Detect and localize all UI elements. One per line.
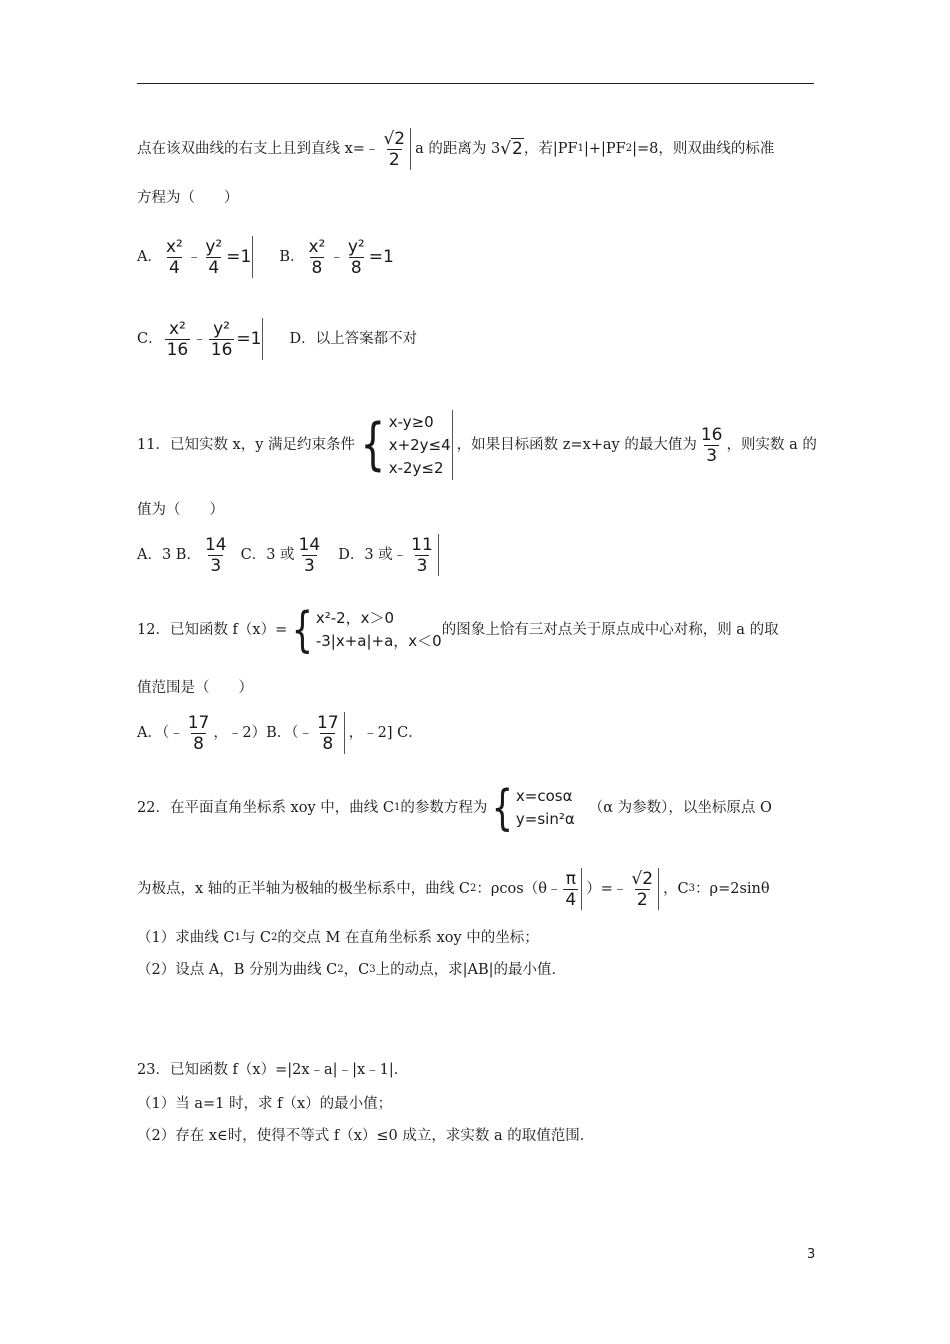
subscript: 2 bbox=[625, 143, 633, 154]
frac-den: 3 bbox=[303, 555, 315, 576]
frac-num: x² bbox=[168, 318, 186, 339]
q11-suffix: ，则实数 a 的 bbox=[726, 437, 817, 453]
subscript: 3 bbox=[369, 964, 376, 975]
constraint-row: x+2y≤4 bbox=[388, 435, 451, 454]
subscript: 1 bbox=[234, 932, 241, 943]
q11-option-a: A．3 B． bbox=[137, 547, 201, 563]
brace: { bbox=[291, 602, 314, 658]
q10-option-a bbox=[137, 236, 257, 278]
q22-parametric-system bbox=[487, 780, 574, 836]
frac bbox=[165, 319, 191, 360]
q22-part1 bbox=[137, 928, 539, 948]
q11-fraction bbox=[699, 425, 725, 466]
page-number: 3 bbox=[807, 1247, 816, 1262]
frac-den: 8 bbox=[322, 733, 334, 754]
frac bbox=[346, 237, 367, 278]
brace: { bbox=[491, 780, 514, 836]
q10-text-d: |+|PF bbox=[583, 141, 626, 157]
q10-text-e: |=8，则双曲线的标准 bbox=[632, 141, 775, 157]
frac-num: 17 bbox=[317, 712, 339, 733]
q12-piecewise bbox=[287, 602, 441, 658]
text: （2）设点 A，B 分别为曲线 C bbox=[137, 962, 338, 978]
system-rows bbox=[389, 411, 451, 480]
q11-line2: 值为（ ） bbox=[137, 502, 224, 518]
frac-den: 3 bbox=[706, 445, 718, 466]
q12-option-b-prefix: ，﹣2）B．（﹣ bbox=[213, 725, 314, 741]
q11-option-c: C．3 或 bbox=[240, 547, 295, 563]
text: （1）求曲线 C bbox=[137, 930, 235, 946]
q12-option-a: A．（﹣ bbox=[137, 725, 184, 741]
frac-den: 4 bbox=[169, 257, 180, 278]
option-label: B． bbox=[279, 249, 305, 265]
subscript: 3 bbox=[688, 883, 696, 894]
q10-text-b: a 的距离为 3 bbox=[415, 141, 501, 157]
subscript: 1 bbox=[577, 143, 584, 154]
formula-bar bbox=[262, 318, 263, 360]
q11-line1 bbox=[137, 410, 817, 480]
frac bbox=[203, 535, 229, 576]
frac-num: x² bbox=[165, 236, 183, 257]
equals-one: =1 bbox=[236, 329, 262, 349]
q10-option-c bbox=[137, 318, 267, 360]
option-label: C． bbox=[137, 331, 163, 347]
frac-den: 16 bbox=[166, 339, 189, 360]
frac bbox=[306, 237, 327, 278]
q22-line2-b: ：ρcos（θ﹣ bbox=[476, 881, 562, 897]
q22-line2 bbox=[137, 868, 770, 910]
formula-bar bbox=[252, 236, 253, 278]
frac-num: y² bbox=[213, 318, 231, 339]
q10-fraction-sqrt2-over-2 bbox=[381, 129, 407, 170]
frac-num: √2 bbox=[631, 868, 654, 889]
system-rows bbox=[316, 607, 442, 653]
q23-part2: （2）存在 x∈时，使得不等式 f（x）≤0 成立，求实数 a 的取值范围． bbox=[137, 1128, 595, 1144]
q12-line1 bbox=[137, 602, 779, 658]
formula-bar bbox=[344, 712, 345, 754]
frac-num: 11 bbox=[411, 534, 433, 555]
frac bbox=[203, 237, 224, 278]
minus: ﹣ bbox=[329, 249, 344, 265]
formula-bar bbox=[452, 410, 453, 480]
q11-option-d: D．3 或﹣ bbox=[338, 547, 408, 563]
formula-bar bbox=[410, 128, 411, 170]
frac-den: 8 bbox=[350, 257, 362, 278]
formula-bar bbox=[581, 868, 582, 910]
q10-option-b bbox=[279, 237, 394, 278]
frac-den: 3 bbox=[210, 555, 222, 576]
q10-options-ab bbox=[137, 236, 394, 278]
param-row: y=sin²α bbox=[515, 810, 575, 828]
frac-num: 17 bbox=[187, 712, 210, 733]
q10-text-a: 点在该双曲线的右支上且到直线 x=﹣ bbox=[137, 141, 380, 157]
frac bbox=[209, 319, 235, 360]
q22-line2-a: 为极点，x 轴的正半轴为极轴的极坐标系中，曲线 C bbox=[137, 881, 470, 897]
frac bbox=[297, 535, 323, 576]
q22-part2 bbox=[137, 960, 566, 980]
q12-suffix: 的图象上恰有三对点关于原点成中心对称，则 a 的取 bbox=[441, 622, 779, 638]
equals-one: =1 bbox=[226, 247, 252, 267]
frac-den: 8 bbox=[193, 733, 204, 754]
q10-sqrt: √2 bbox=[500, 139, 523, 159]
q12-line2: 值范围是（ ） bbox=[137, 680, 253, 696]
frac-den: 16 bbox=[210, 339, 233, 360]
minus: ﹣ bbox=[192, 331, 207, 347]
frac-den: 8 bbox=[311, 257, 323, 278]
piece-row: x²-2，x＞0 bbox=[315, 609, 395, 627]
text: 上的动点，求|AB|的最小值． bbox=[375, 962, 567, 978]
q11-prefix: 11．已知实数 x，y 满足约束条件 bbox=[137, 437, 356, 453]
q22-suffix: （α 为参数），以坐标原点 O bbox=[588, 800, 772, 816]
q23-part1: （1）当 a=1 时，求 f（x）的最小值； bbox=[137, 1096, 393, 1112]
text: 与 C bbox=[240, 930, 272, 946]
frac-num: √2 bbox=[383, 128, 406, 149]
frac bbox=[409, 535, 435, 576]
q11-mid: ，如果目标函数 z=x+ay 的最大值为 bbox=[456, 437, 697, 453]
param-row: x=cosα bbox=[515, 787, 573, 805]
option-label: A． bbox=[137, 249, 162, 265]
subscript: 2 bbox=[271, 932, 278, 943]
q22-line2-c: ）=﹣ bbox=[586, 881, 628, 897]
constraint-row: x-2y≤2 bbox=[388, 458, 444, 477]
q10-options-cd bbox=[137, 318, 417, 360]
frac-num: 14 bbox=[204, 534, 227, 555]
frac-den: 3 bbox=[416, 555, 428, 576]
subscript: 1 bbox=[393, 802, 401, 813]
subscript: 2 bbox=[470, 883, 477, 894]
frac-pi-over-4 bbox=[563, 869, 578, 910]
equals-one: =1 bbox=[368, 247, 394, 267]
q10-line2: 方程为（ ） bbox=[137, 190, 239, 206]
q22-mid: 的参数方程为 bbox=[400, 800, 488, 816]
q11-options bbox=[137, 534, 443, 576]
q10-line1 bbox=[137, 128, 774, 170]
frac-den: 2 bbox=[636, 889, 648, 910]
q22-line2-d: ，C bbox=[663, 881, 689, 897]
q10-text-c: ，若|PF bbox=[523, 141, 578, 157]
frac-num: π bbox=[565, 868, 576, 889]
q22-line2-e: ：ρ=2sinθ bbox=[695, 881, 770, 897]
frac-num: y² bbox=[347, 236, 365, 257]
frac-num: 16 bbox=[700, 424, 723, 445]
q10-option-d: D．以上答案都不对 bbox=[289, 331, 418, 347]
frac-den: 4 bbox=[565, 889, 577, 910]
frac bbox=[315, 713, 341, 754]
text: 的交点 M 在直角坐标系 xoy 中的坐标； bbox=[277, 930, 539, 946]
frac-den: 4 bbox=[208, 257, 220, 278]
q23-line1: 23．已知函数 f（x）=|2x﹣a|﹣|x﹣1|． bbox=[137, 1062, 409, 1078]
q12-prefix: 12．已知函数 f（x）= bbox=[137, 622, 288, 638]
frac-num: x² bbox=[308, 236, 326, 257]
system-rows bbox=[516, 785, 575, 831]
q11-constraint-system bbox=[355, 410, 457, 480]
minus: ﹣ bbox=[186, 249, 202, 265]
q12-options bbox=[137, 712, 423, 754]
piece-row: -3|x+a|+a，x＜0 bbox=[315, 632, 442, 650]
brace: { bbox=[360, 412, 386, 477]
frac-num: y² bbox=[205, 236, 223, 257]
subscript: 2 bbox=[337, 964, 344, 975]
q22-prefix: 22．在平面直角坐标系 xoy 中，曲线 C bbox=[137, 800, 394, 816]
frac-sqrt2-over-2 bbox=[629, 869, 655, 910]
constraint-row: x-y≥0 bbox=[388, 412, 434, 431]
frac-num: 14 bbox=[298, 534, 321, 555]
formula-bar bbox=[438, 534, 439, 576]
frac bbox=[164, 237, 185, 278]
formula-bar bbox=[658, 868, 659, 910]
q12-option-c: ，﹣2] C． bbox=[348, 725, 423, 741]
frac-den: 2 bbox=[388, 149, 400, 170]
text: ，C bbox=[343, 962, 370, 978]
sqrt-radicand: 2 bbox=[512, 139, 523, 159]
frac bbox=[186, 713, 212, 754]
q22-line1 bbox=[137, 780, 772, 836]
header-rule bbox=[137, 83, 814, 84]
